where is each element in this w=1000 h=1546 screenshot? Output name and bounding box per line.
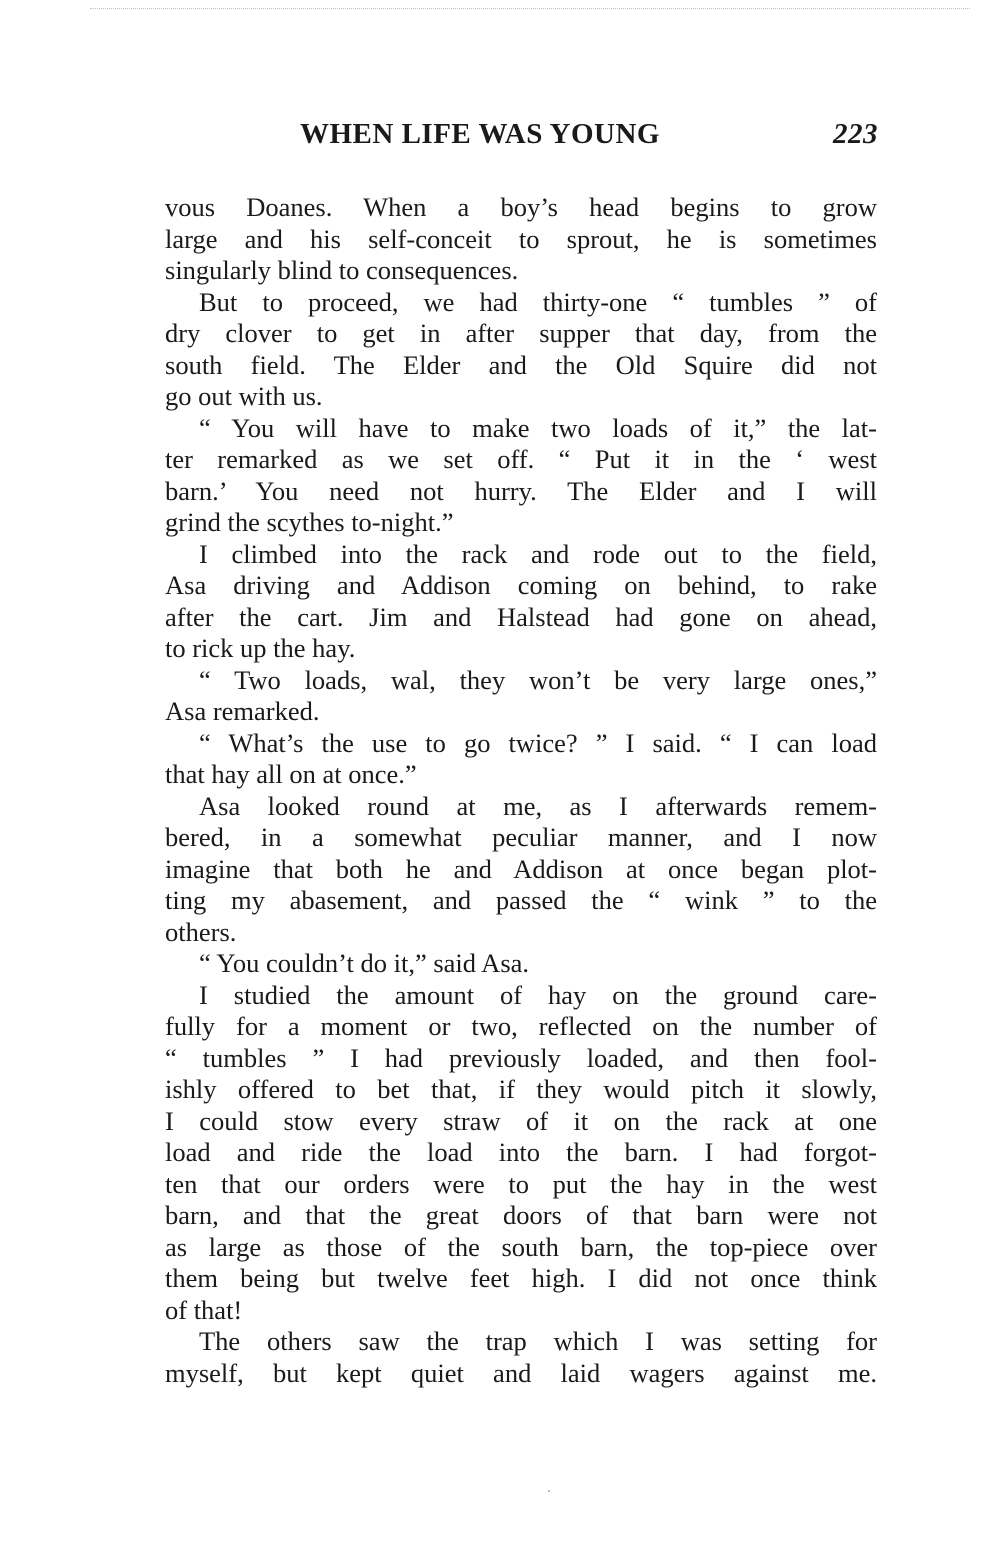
text-line: singularly blind to consequences. bbox=[165, 255, 519, 285]
text-line: “ You will have to make two loads of it,” the lat- bbox=[199, 412, 877, 443]
text-line: ter remarked as we set off. “ Put it in the ‘ west bbox=[165, 444, 877, 474]
text-line: myself, but kept quiet and laid wagers against me. bbox=[165, 1357, 877, 1388]
scan-speck bbox=[548, 1490, 550, 1492]
text-line: load and ride the load into the barn. I had forgot- bbox=[165, 1137, 877, 1167]
text-line: them being but twelve feet high. I did not once think bbox=[165, 1263, 877, 1293]
text-line: I climbed into the rack and rode out to the field, bbox=[199, 538, 877, 569]
text-line: ting my abasement, and passed the “ wink ” to the bbox=[165, 885, 877, 915]
text-line: of that! bbox=[165, 1294, 243, 1325]
text-line: south field. The Elder and the Old Squire did not bbox=[165, 349, 877, 380]
text-line: barn.’ You need not hurry. The Elder and I will bbox=[165, 475, 877, 506]
text-line: bered, in a somewhat peculiar manner, and I now bbox=[165, 822, 877, 852]
text-line: ishly offered to bet that, if they would pitch it slowly, bbox=[165, 1074, 877, 1104]
text-line: imagine that both he and Addison at once began plot- bbox=[165, 853, 877, 884]
text-line: grind the scythes to-night.” bbox=[165, 507, 454, 537]
page-number: 223 bbox=[833, 118, 878, 150]
text-line: “ Two loads, wal, they won’t be very large ones,” bbox=[199, 664, 877, 695]
text-line: The others saw the trap which I was setting for bbox=[199, 1326, 877, 1356]
text-line: dry clover to get in after supper that day, from the bbox=[165, 318, 877, 348]
text-line: ten that our orders were to put the hay in the west bbox=[165, 1168, 877, 1199]
text-line: I studied the amount of hay on the ground care- bbox=[199, 979, 877, 1010]
text-line: that hay all on at once.” bbox=[165, 759, 417, 789]
text-line: Asa driving and Addison coming on behind, to rake bbox=[165, 570, 877, 600]
text-line: fully for a moment or two, reflected on the number of bbox=[165, 1011, 877, 1041]
text-line: But to proceed, we had thirty-one “ tumbles ” of bbox=[199, 286, 877, 317]
page-header bbox=[300, 118, 878, 158]
text-line: “ What’s the use to go twice? ” I said. “ I can load bbox=[199, 727, 877, 758]
text-line: to rick up the hay. bbox=[165, 633, 356, 663]
text-line: large and his self-conceit to sprout, he is sometimes bbox=[165, 223, 877, 254]
text-line: I could stow every straw of it on the rack at one bbox=[165, 1105, 877, 1136]
text-line: “ You couldn’t do it,” said Asa. bbox=[199, 948, 530, 978]
text-line: “ tumbles ” I had previously loaded, and then fool- bbox=[165, 1042, 877, 1073]
text-line: Asa remarked. bbox=[165, 696, 320, 726]
text-line: after the cart. Jim and Halstead had gone on ahead, bbox=[165, 601, 877, 632]
text-line: barn, and that the great doors of that barn were not bbox=[165, 1200, 877, 1230]
text-line: Asa looked round at me, as I afterwards remem- bbox=[199, 790, 877, 821]
body-text bbox=[165, 192, 877, 1389]
text-line: go out with us. bbox=[165, 381, 323, 411]
text-line: as large as those of the south barn, the top-piece over bbox=[165, 1231, 877, 1262]
scan-edge-marks bbox=[90, 8, 970, 15]
text-line: vous Doanes. When a boy’s head begins to grow bbox=[165, 192, 877, 222]
text-line: others. bbox=[165, 916, 237, 947]
running-title: WHEN LIFE WAS YOUNG bbox=[300, 118, 660, 150]
